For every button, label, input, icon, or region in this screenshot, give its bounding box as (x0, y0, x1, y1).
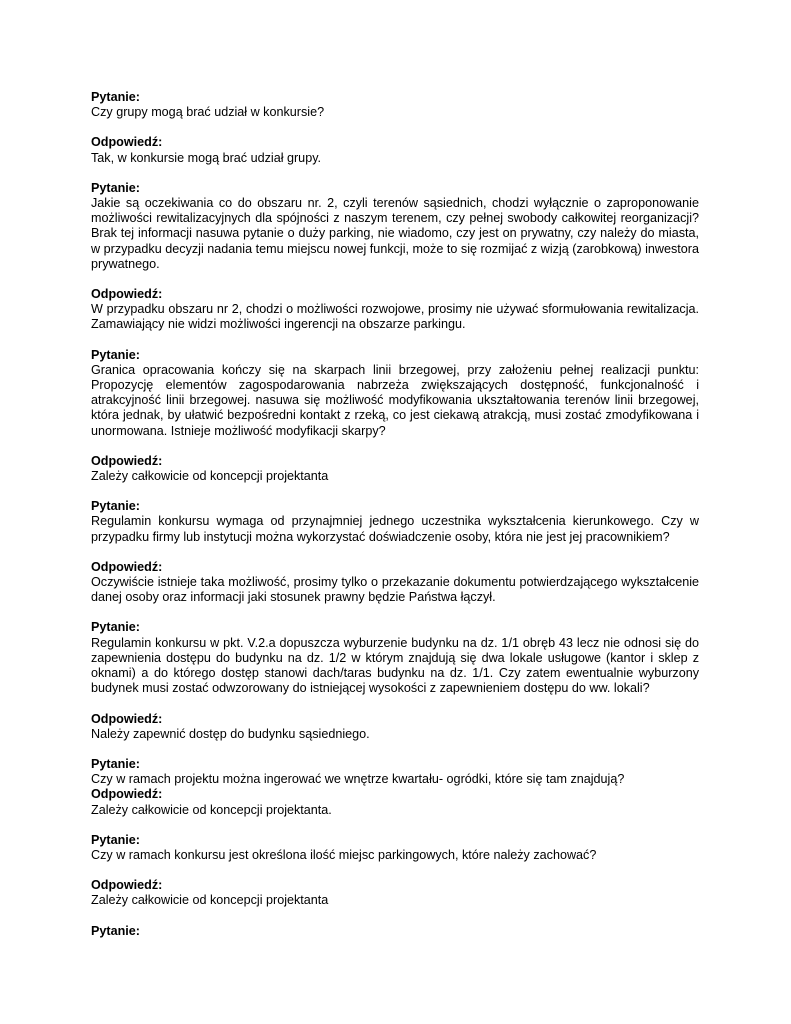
question-label: Pytanie: (91, 180, 140, 195)
qa-block (91, 787, 699, 817)
answer-text: Zależy całkowicie od koncepcji projektanta (91, 469, 329, 484)
qa-block (91, 499, 699, 545)
question-text: Regulamin konkursu w pkt. V.2.a dopuszcza wyburzenie budynku na dz. 1/1 obręb 43 lecz nie odnosi się do zapewnienia dostępu do budynku na dz. 1/2 w którym znajdują się dwa lokale usługowe (kantor i sklep z oknami) a do którego dostęp stanowi dach/taras budynku na dz. 1/1. Czy zatem ewentualnie wyburzony budynek musi zostać odwzorowany do istniejącej wysokości z zapewnieniem dostępu do ww. lokali? (91, 635, 699, 696)
qa-block (91, 348, 699, 439)
question-label: Pytanie: (91, 832, 140, 847)
question-text: Czy w ramach konkursu jest określona ilość miejsc parkingowych, które należy zachować? (91, 847, 597, 862)
qa-block (91, 90, 699, 120)
answer-label: Odpowiedź: (91, 711, 163, 726)
qa-block (91, 757, 699, 787)
qa-block (91, 712, 699, 742)
qa-block (91, 833, 699, 863)
question-text: Jakie są oczekiwania co do obszaru nr. 2, czyli terenów sąsiednich, chodzi wyłącznie o zaproponowanie możliwości rewitalizacyjnych dla spójności z naszym terenem, czy pełnej swobody całkowitej reorganizacji? Brak tej informacji nasuwa pytanie o duży parking, nie wiadomo, czy jest on prywatny, czy należy do miasta, w przypadku decyzji nadania temu miejscu nowej funkcji, może to się rozmijać z wizją (zarobkową) inwestora prywatnego. (91, 196, 699, 271)
qa-block (91, 878, 699, 908)
answer-text: Zależy całkowicie od koncepcji projektanta (91, 893, 329, 908)
qa-block (91, 560, 699, 606)
qa-block (91, 135, 699, 165)
question-label: Pytanie: (91, 620, 140, 635)
question-label: Pytanie: (91, 756, 140, 771)
answer-label: Odpowiedź: (91, 878, 163, 893)
answer-label: Odpowiedź: (91, 135, 163, 150)
answer-text: Należy zapewnić dostęp do budynku sąsiedniego. (91, 726, 370, 741)
qa-block (91, 287, 699, 333)
qa-block (91, 454, 699, 484)
question-label: Pytanie: (91, 499, 140, 514)
answer-text: Zależy całkowicie od koncepcji projektanta. (91, 802, 332, 817)
answer-text: Tak, w konkursie mogą brać udział grupy. (91, 150, 322, 165)
question-text: Regulamin konkursu wymaga od przynajmniej jednego uczestnika wykształcenia kierunkowego. Czy w przypadku firmy lub instytucji można wykorzystać doświadczenie osoby, która nie jest jej pracownikiem? (91, 514, 699, 544)
answer-text: W przypadku obszaru nr 2, chodzi o możliwości rozwojowe, prosimy nie używać sformułowania rewitalizacja. Zamawiający nie widzi możliwości ingerencji na obszarze parkingu. (91, 302, 699, 332)
question-label: Pytanie: (91, 347, 140, 362)
question-text: Czy w ramach projektu można ingerować we wnętrze kwartału- ogródki, które się tam znajdują? (91, 772, 625, 787)
question-text: Czy grupy mogą brać udział w konkursie? (91, 105, 325, 120)
qa-block (91, 924, 699, 939)
question-label: Pytanie: (91, 923, 140, 938)
answer-label: Odpowiedź: (91, 453, 163, 468)
qa-block (91, 181, 699, 272)
document-page (91, 90, 699, 954)
qa-block (91, 620, 699, 696)
answer-label: Odpowiedź: (91, 287, 163, 302)
question-text: Granica opracowania kończy się na skarpach linii brzegowej, przy założeniu pełnej realizacji punktu: Propozycję elementów zagospodarowania nabrzeża zwiększających dostępność, funkcjonalność i atrakcyjność linii brzegowej. nasuwa się możliwość modyfikowania ukształtowania terenów linii brzegowej, która jednak, by ułatwić bezpośredni kontakt z rzeką, co jest ciekawą atrakcją, musi zostać zmodyfikowana i unormowana. Istnieje możliwość modyfikacji skarpy? (91, 362, 699, 438)
answer-label: Odpowiedź: (91, 559, 163, 574)
answer-label: Odpowiedź: (91, 787, 163, 802)
answer-text: Oczywiście istnieje taka możliwość, prosimy tylko o przekazanie dokumentu potwierdzającego wykształcenie danej osoby oraz informacji jaki stosunek prawny będzie Państwa łączył. (91, 575, 699, 605)
question-label: Pytanie: (91, 90, 140, 104)
